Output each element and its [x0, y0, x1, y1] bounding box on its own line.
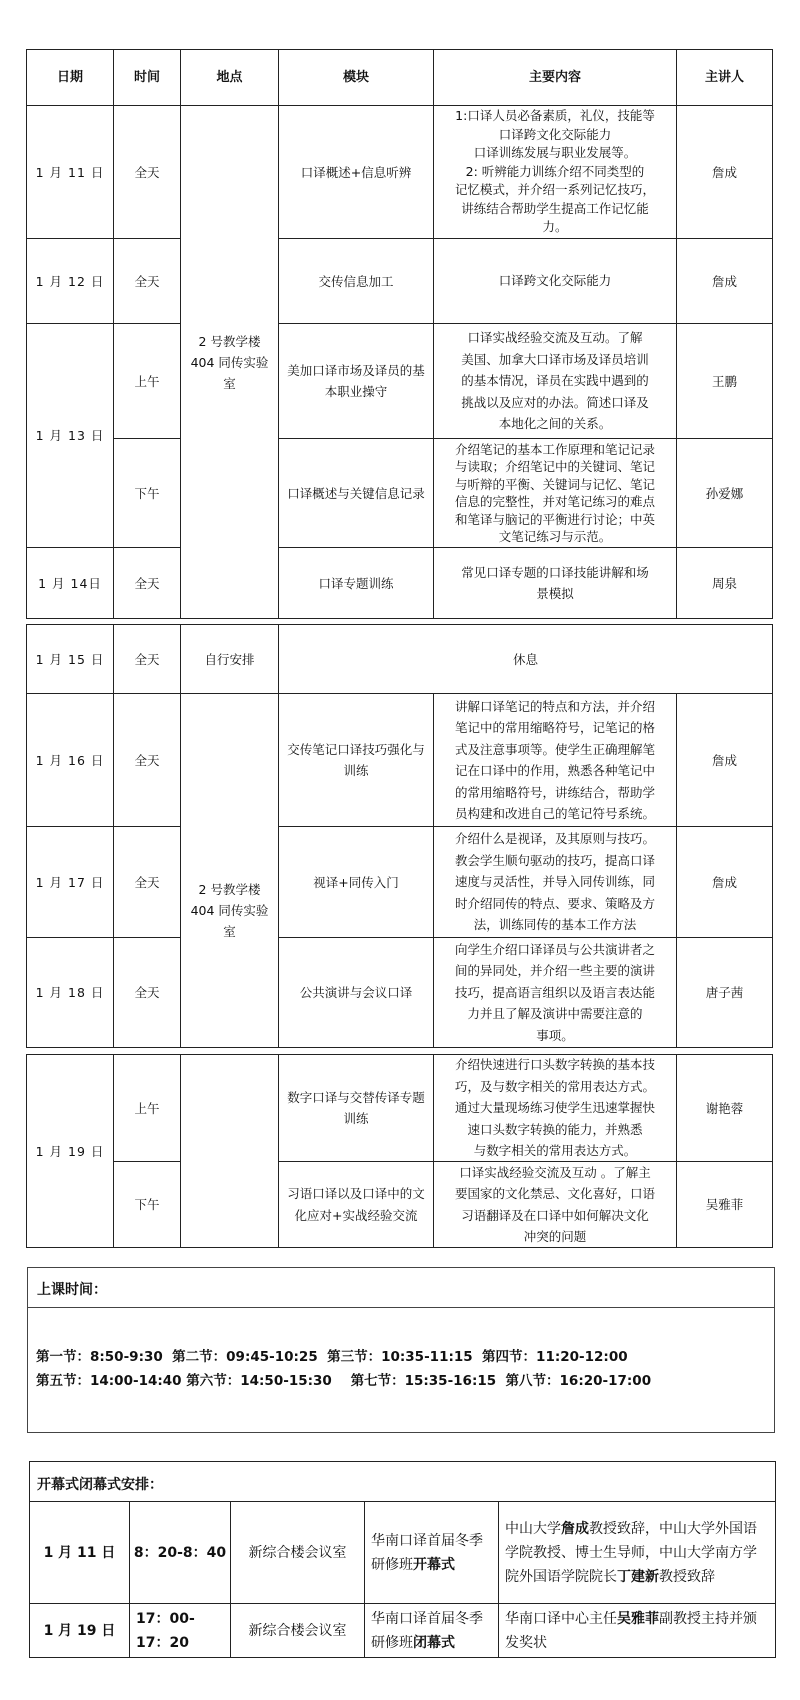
content-line: 与读取；介绍笔记中的关键词、笔记: [454, 459, 655, 474]
venue-cell: [180, 693, 279, 1048]
speaker-cell: 詹成: [676, 105, 773, 239]
content-line: 力并且了解及演讲中需要注意的: [467, 1006, 643, 1022]
ceremony-title: 开幕式闭幕式安排：: [30, 1462, 775, 1503]
time-cell: 下午: [113, 438, 181, 548]
content-line: 向学生介绍口译译员与公共演讲者之: [454, 941, 655, 957]
content-line: 信息的完整性，并对笔记练习的难点: [454, 494, 655, 509]
module-cell: 公共演讲与会议口译: [278, 937, 434, 1048]
detail-text: 教授致辞，中山大学外国语学院教授、博士生导师，中山大学南方学院外国语学院院长: [505, 1520, 757, 1585]
content-line: 间的异同处，并介绍一些主要的演讲: [454, 963, 655, 979]
content-line: 讲解口译笔记的特点和方法，并介绍: [454, 698, 655, 714]
ceremony-detail: [498, 1603, 776, 1658]
content-line: 常见口译专题的口译技能讲解和场: [461, 564, 649, 580]
time-cell: 上午: [113, 1054, 181, 1162]
content-line: 挑战以及应对的办法。简述口译及: [461, 394, 649, 410]
event-prefix: 华南口译首届冬季研修班: [371, 1532, 483, 1573]
header-date: 日期: [26, 49, 114, 106]
module-cell: 交传笔记口译技巧强化与训练: [278, 693, 434, 827]
event-name: 闭幕式: [413, 1634, 455, 1651]
time-cell: 全天: [113, 826, 181, 938]
content-line: 冲突的问题: [523, 1229, 587, 1244]
content-line: 与数字相关的常用表达方式。: [473, 1143, 637, 1159]
content-cell: [433, 1054, 677, 1162]
ceremony-time-text: 8：20-8：40: [133, 1544, 227, 1561]
date-cell: 1 月 11 日: [26, 105, 114, 239]
detail-text: 华南口译中心主任: [505, 1610, 617, 1627]
content-cell: [433, 438, 677, 548]
class-times-line: 第五节：14:00-14:40 第六节：14:50-15:30 第七节：15:35-16:15 第八节：16:20-17:00: [36, 1373, 652, 1389]
venue-line: 404 同传实验: [190, 903, 269, 918]
content-line: 口译实战经验交流及互动 。了解主: [459, 1164, 651, 1180]
module-cell: 口译概述+信息听辨: [278, 105, 434, 239]
content-line: 介绍笔记的基本工作原理和笔记记录: [454, 441, 655, 457]
speaker-cell: 谢艳蓉: [676, 1054, 773, 1162]
time-cell: 全天: [113, 937, 181, 1048]
content-line: 景模拟: [536, 586, 574, 601]
content-cell: [433, 693, 677, 827]
date-cell: 1 月 14日: [26, 547, 114, 619]
venue-line: 404 同传实验: [190, 354, 269, 370]
content-line: 的常用缩略符号，讲练结合，帮助学: [454, 784, 655, 800]
content-line: 事项。: [536, 1027, 574, 1043]
content-line: 式及注意事项等。使学生正确理解笔: [454, 741, 655, 757]
date-cell: 1 月 19 日: [26, 1054, 114, 1248]
time-cell: 下午: [113, 1161, 181, 1248]
time-cell: 全天: [113, 105, 181, 239]
speaker-cell: 孙爱娜: [676, 438, 773, 548]
speaker-cell: 周泉: [676, 547, 773, 619]
content-line: 美国、加拿大口译市场及译员培训: [461, 351, 649, 367]
content-cell: [433, 937, 677, 1048]
detail-name: 丁建新: [617, 1568, 659, 1585]
ceremony-event: [364, 1501, 499, 1604]
rest-cell: 休息: [278, 624, 773, 694]
content-line: 本地化之间的关系。: [498, 416, 612, 432]
header-module: 模块: [278, 49, 434, 106]
content-line: 讲练结合帮助学生提高工作记忆能: [461, 200, 649, 216]
date-cell: 1 月 18 日: [26, 937, 114, 1048]
header-time: 时间: [113, 49, 181, 106]
content-line: 习语翻译及在口译中如何解决文化: [461, 1207, 649, 1223]
speaker-cell: 吴雅菲: [676, 1161, 773, 1248]
module-cell: 口译专题训练: [278, 547, 434, 619]
event-prefix: 华南口译首届冬季研修班: [371, 1610, 483, 1651]
detail-text: 中山大学: [505, 1520, 561, 1537]
content-line: 技巧，提高语言组织以及语言表达能: [454, 984, 655, 1000]
content-line: 要国家的文化禁忌、文化喜好，口语: [454, 1186, 655, 1201]
detail-name: 詹成: [561, 1520, 589, 1537]
ceremony-place: 新综合楼会议室: [230, 1603, 365, 1658]
content-line: 教会学生顺句驱动的技巧，提高口译: [454, 852, 655, 868]
date-cell: 1 月 16 日: [26, 693, 114, 827]
ceremony-event: [364, 1603, 499, 1658]
content-line: 介绍快速进行口头数字转换的基本技: [454, 1057, 655, 1073]
date-cell: 1 月 15 日: [26, 624, 114, 694]
content-line: 记忆模式，并介绍一系列记忆技巧，: [454, 182, 655, 198]
time-cell: 全天: [113, 547, 181, 619]
content-line: 口译训练发展与职业发展等。: [473, 145, 637, 161]
content-line: 记在口译中的作用，熟悉各种笔记中: [454, 763, 655, 778]
ceremony-date-text: 1 月 19 日: [43, 1622, 116, 1639]
ceremony-place: 新综合楼会议室: [230, 1501, 365, 1604]
ceremony-time-text: 17：00-17：20: [136, 1610, 195, 1651]
module-cell: 视译+同传入门: [278, 826, 434, 938]
venue-line: 室: [223, 375, 236, 391]
time-cell: 全天: [113, 693, 181, 827]
date-cell: 1 月 13 日: [26, 323, 114, 548]
header-venue: 地点: [180, 49, 279, 106]
time-cell: 全天: [113, 238, 181, 324]
content-line: 的基本情况，译员在实践中遇到的: [461, 373, 649, 389]
content-line: 2: 听辨能力训练介绍不同类型的: [465, 163, 645, 179]
content-line: 介绍什么是视译，及其原则与技巧。: [454, 831, 655, 847]
header-content: 主要内容: [433, 49, 677, 106]
venue-cell: 自行安排: [180, 624, 279, 694]
content-cell: [433, 105, 677, 239]
content-line: 员构建和改进自己的笔记符号系统。: [454, 806, 655, 821]
content-cell: [433, 323, 677, 439]
detail-text: 教授致辞: [659, 1568, 715, 1585]
module-cell: 美加口译市场及译员的基本职业操守: [278, 323, 434, 439]
detail-name: 吴雅菲: [617, 1610, 659, 1627]
speaker-cell: 詹成: [676, 693, 773, 827]
content-line: 巧，及与数字相关的常用表达方式。: [454, 1078, 655, 1094]
venue-line: 2 号教学楼: [198, 882, 261, 897]
content-line: 速口头数字转换的能力，并熟悉: [467, 1121, 643, 1137]
content-cell: [433, 547, 677, 619]
venue-cell: [180, 105, 279, 619]
ceremony-date: [29, 1501, 130, 1604]
venue-line: 2 号教学楼: [198, 333, 261, 349]
time-cell: 全天: [113, 624, 181, 694]
venue-line: 室: [223, 924, 236, 939]
ceremony-date-text: 1 月 11 日: [43, 1544, 116, 1561]
content-line: 速度与灵活性，并导入同传训练，同: [454, 874, 655, 890]
speaker-cell: 詹成: [676, 826, 773, 938]
content-line: 口译实战经验交流及互动。了解: [467, 330, 643, 346]
venue-cell: [180, 1054, 279, 1248]
date-cell: 1 月 12 日: [26, 238, 114, 324]
class-times-line: 第一节：8:50-9:30 第二节：09:45-10:25 第三节：10:35-11:15 第四节：11:20-12:00: [36, 1349, 628, 1365]
module-cell: 口译概述与关键信息记录: [278, 438, 434, 548]
content-line: 文笔记练习与示范。: [498, 529, 612, 544]
ceremony-time: [129, 1501, 231, 1604]
content-line: 时介绍同传的特点、要求、策略及方: [454, 895, 655, 911]
content-line: 口译跨文化交际能力: [498, 273, 612, 289]
content-line: 法，训练同传的基本工作方法: [473, 917, 637, 933]
ceremony-detail: [498, 1501, 776, 1604]
time-cell: 上午: [113, 323, 181, 439]
header-speaker: 主讲人: [676, 49, 773, 106]
module-cell: 交传信息加工: [278, 238, 434, 324]
content-cell: [433, 238, 677, 324]
speaker-cell: 唐子茜: [676, 937, 773, 1048]
content-line: 口译跨文化交际能力: [498, 126, 612, 142]
content-cell: [433, 826, 677, 938]
date-cell: 1 月 17 日: [26, 826, 114, 938]
detail-text: 副教授主持并颁发奖状: [505, 1610, 757, 1651]
content-line: 笔记中的常用缩略符号，记笔记的格: [454, 720, 655, 735]
event-name: 开幕式: [413, 1556, 455, 1573]
content-cell: [433, 1161, 677, 1248]
content-line: 通过大量现场练习使学生迅速掌握快: [454, 1100, 655, 1116]
content-line: 1:口译人员必备素质，礼仪，技能等: [455, 108, 655, 124]
content-line: 和笔译与脑记的平衡进行讨论；中英: [454, 511, 655, 527]
class-times-box: [27, 1267, 775, 1433]
ceremony-time: [129, 1603, 231, 1658]
ceremony-date: [29, 1603, 130, 1658]
content-line: 力。: [542, 219, 568, 235]
speaker-cell: 詹成: [676, 238, 773, 324]
module-cell: 习语口译以及口译中的文化应对+实战经验交流: [278, 1161, 434, 1248]
module-cell: 数字口译与交替传译专题训练: [278, 1054, 434, 1162]
speaker-cell: 王鹏: [676, 323, 773, 439]
content-line: 与听辩的平衡、关键词与记忆、笔记: [454, 476, 655, 492]
class-times-title: 上课时间：: [28, 1268, 774, 1308]
